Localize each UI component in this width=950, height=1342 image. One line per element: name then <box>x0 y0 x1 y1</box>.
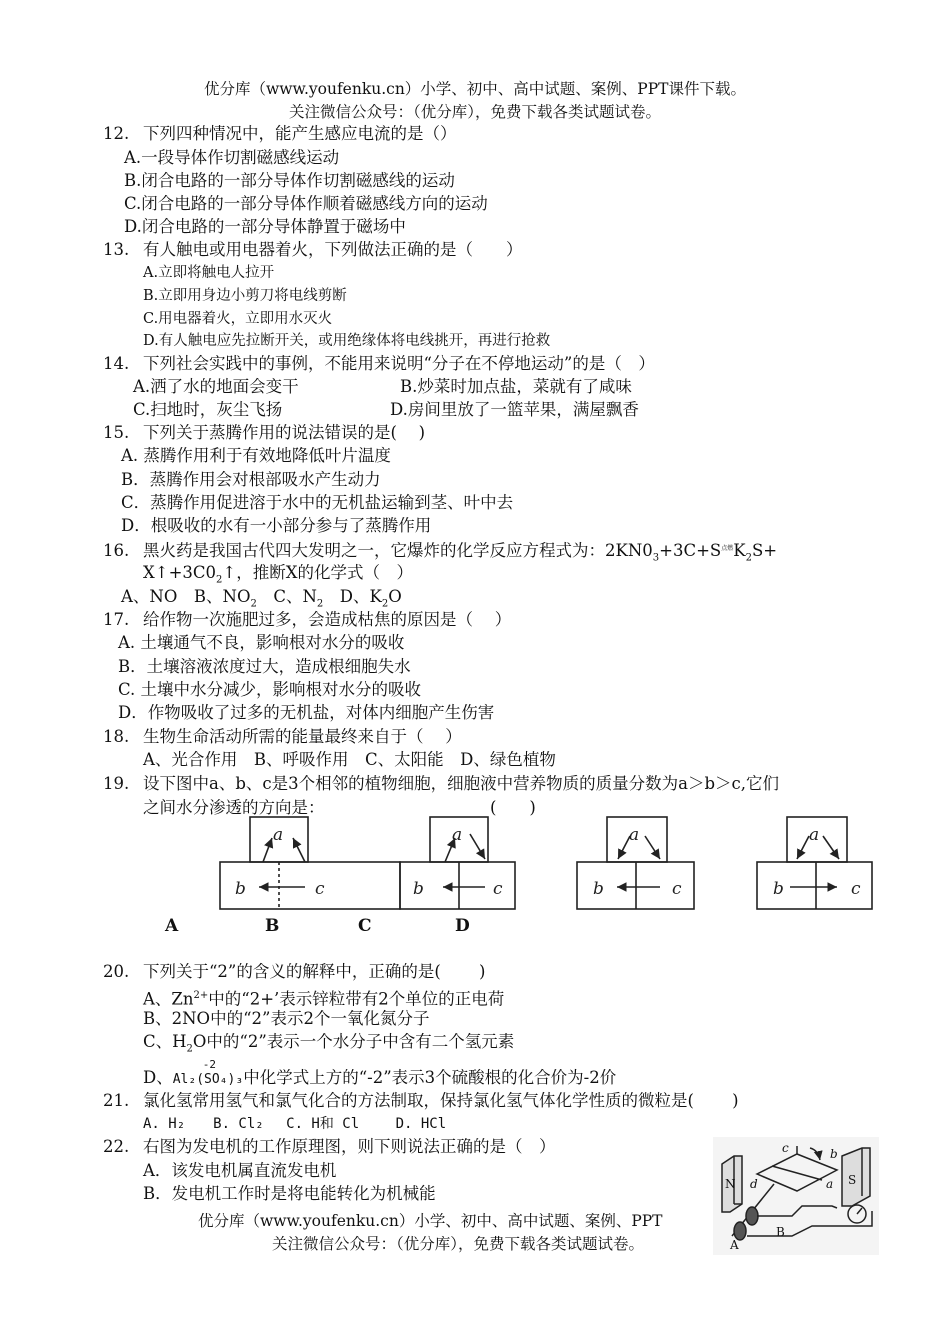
question-number: 22. <box>103 1137 130 1156</box>
option-text: 中的“2+’表示锌粒带有2个单位的正电荷 <box>208 989 505 1009</box>
question-text: 下列社会实践中的事例，不能用来说明“分子在不停地运动”的是（ ） <box>143 354 655 373</box>
question-text: 有人触电或用电器着火，下列做法正确的是（ ） <box>143 240 523 259</box>
q14-option-b: B.炒菜时加点盐，菜就有了咸味 <box>400 377 632 396</box>
equation-part: S+ <box>751 541 778 560</box>
q12-option-a: A.一段导体作切割磁感线运动 <box>124 148 340 167</box>
superscript: 2+ <box>193 990 209 1001</box>
option-text: A、NO B、NO <box>121 587 251 606</box>
subscript: 2 <box>316 598 324 610</box>
question-text: 设下图中a、b、c是3个相邻的植物细胞，细胞液中营养物质的质量分数为a＞b＞c,它们 <box>143 774 780 793</box>
osmosis-diagrams <box>215 814 895 914</box>
option-text: A、Zn <box>143 989 194 1009</box>
q18-options: A、光合作用 B、呼吸作用 C、太阳能 D、绿色植物 <box>143 750 556 769</box>
question-text: 氯化氢常用氢气和氯气化合的方法制取，保持氯化氢气体化学性质的微粒是( ) <box>143 1091 739 1110</box>
question-22-stem <box>103 1136 556 1158</box>
cell-a-label: a <box>452 825 463 845</box>
q20-option-c <box>143 1031 514 1060</box>
cell-c-label: c <box>493 879 503 899</box>
question-text: ↑，推断X的化学式（ ） <box>222 563 413 582</box>
q13-option-a: A.立即将触电人拉开 <box>143 265 275 281</box>
option-text: 中化学式上方的“-2”表示3个硫酸根的化合价为-2价 <box>243 1068 617 1087</box>
sulfate-formula <box>172 1058 244 1091</box>
coil-label-c: c <box>782 1141 789 1155</box>
cell-b-label: b <box>593 879 604 899</box>
cell-b-label: b <box>773 879 784 899</box>
subscript: 2 <box>745 552 752 564</box>
question-13-stem <box>103 239 523 261</box>
q12-option-d: D.闭合电路的一部分导体静置于磁场中 <box>124 217 406 236</box>
question-20-stem <box>103 961 486 983</box>
footer-line-2: 关注微信公众号：（优分库），免费下载各类试题试卷。 <box>272 1235 645 1253</box>
question-text: 下列关于蒸腾作用的说法错误的是( ) <box>143 423 426 442</box>
cell-c-label: c <box>672 879 682 899</box>
cell-a-label: a <box>629 825 640 845</box>
osmosis-diagram-a <box>220 817 400 909</box>
cell-a-label: a <box>273 825 284 845</box>
cell-a-label: a <box>809 825 820 845</box>
osmosis-diagram-b <box>400 817 515 909</box>
q17-option-b: B．土壤溶液浓度过大，造成根细胞失水 <box>118 657 411 676</box>
brush-label-b: B <box>776 1225 785 1239</box>
q14-option-c: C.扫地时，灰尘飞扬 <box>133 400 283 419</box>
question-number: 19. <box>103 774 130 793</box>
question-number: 21. <box>103 1091 130 1110</box>
option-text: D、K <box>323 587 382 606</box>
option-text: O中的“2”表示一个水分子中含有二个氢元素 <box>192 1032 515 1051</box>
q15-option-c: C．蒸腾作用促进溶于水中的无机盐运输到茎、叶中去 <box>121 493 514 512</box>
subscript: 2 <box>381 598 389 610</box>
question-15-stem <box>103 422 425 444</box>
question-text: 生物生命活动所需的能量最终来自于（ ） <box>143 727 462 746</box>
magnet-s-label: S <box>848 1173 857 1187</box>
diagram-label-d: D <box>455 916 470 936</box>
question-number: 16. <box>103 541 130 560</box>
question-number: 14. <box>103 354 130 373</box>
option-text: O <box>388 587 402 606</box>
q14-option-d: D.房间里放了一篮苹果，满屋飘香 <box>390 400 639 419</box>
valence-mark: -2 <box>202 1058 216 1071</box>
subscript: 2 <box>250 598 257 610</box>
question-number: 18. <box>103 727 130 746</box>
reaction-condition: 点燃 <box>721 545 734 552</box>
question-text: 下列四种情况中，能产生感应电流的是（） <box>143 124 457 143</box>
q20-option-b: B、2NO中的“2”表示2个一氧化氮分子 <box>143 1009 430 1028</box>
q17-option-a: A. 土壤通气不良，影响根对水分的吸收 <box>118 633 405 652</box>
q21-options: A. H₂ B. Cl₂ C. H和 Cl D. HCl <box>143 1116 447 1132</box>
q12-option-c: C.闭合电路的一部分导体作顺着磁感线方向的运动 <box>124 194 488 213</box>
q17-option-c: C. 土壤中水分减少，影响根对水分的吸收 <box>118 680 422 699</box>
diagram-label-b: B <box>265 916 280 936</box>
question-number: 15. <box>103 423 130 442</box>
subscript: 2 <box>216 574 223 586</box>
footer-line-1: 优分库（www.youfenku.cn）小学、初中、高中试题、案例、PPT <box>198 1212 663 1230</box>
chemical-formula: Al₂(SO₄)₃ <box>172 1072 244 1087</box>
q15-option-a: A. 蒸腾作用利于有效地降低叶片温度 <box>121 446 391 465</box>
subscript: 2 <box>186 1043 193 1055</box>
q20-option-d <box>143 1058 617 1091</box>
equation-part: K <box>733 541 746 560</box>
q17-option-d: D．作物吸收了过多的无机盐，对体内细胞产生伤害 <box>118 703 495 722</box>
question-number: 17. <box>103 610 130 629</box>
question-number: 20. <box>103 962 130 981</box>
question-number: 13. <box>103 240 130 259</box>
question-21-stem <box>103 1090 739 1112</box>
equation-part: +3C+S <box>659 541 722 560</box>
cell-b-label: b <box>235 879 246 899</box>
coil-label-a: a <box>826 1177 834 1191</box>
diagram-label-a: A <box>165 916 179 936</box>
question-18-stem <box>103 726 462 748</box>
diagram-label-c: C <box>358 916 372 936</box>
option-text: C、H <box>143 1032 187 1051</box>
q20-option-a <box>143 985 504 1011</box>
question-19-stem <box>103 773 779 795</box>
question-text: 右图为发电机的工作原理图，则下则说法正确的是（ ） <box>143 1137 556 1156</box>
q22-option-b: B．发电机工作时是将电能转化为机械能 <box>143 1184 436 1203</box>
generator-diagram <box>712 1136 880 1256</box>
q14-option-a: A.洒了水的地面会变干 <box>133 377 299 396</box>
q13-option-c: C.用电器着火，立即用水灭火 <box>143 311 333 327</box>
q22-option-a: A．该发电机属直流发电机 <box>143 1161 337 1180</box>
question-number: 12. <box>103 124 130 143</box>
question-14-stem <box>103 353 655 375</box>
q19-stem-line-2: 之间水分渗透的方向是： <box>143 798 325 817</box>
cell-c-label: c <box>851 879 861 899</box>
question-17-stem <box>103 609 511 631</box>
cell-c-label: c <box>315 879 325 899</box>
cell-b-label: b <box>413 879 424 899</box>
coil-label-b: b <box>830 1147 838 1161</box>
q13-option-b: B.立即用身边小剪刀将电线剪断 <box>143 288 347 304</box>
q19-answer-blank: ( ) <box>490 798 536 817</box>
option-text: C、N <box>256 587 317 606</box>
question-12-stem <box>103 123 457 145</box>
equation-part: X↑+3C0 <box>143 563 217 582</box>
option-text: D、 <box>143 1068 173 1087</box>
q12-option-b: B.闭合电路的一部分导体作切割磁感线的运动 <box>124 171 455 190</box>
coil-label-d: d <box>750 1177 758 1191</box>
brush-label-a: A <box>730 1238 739 1252</box>
header-line-2: 关注微信公众号：（优分库），免费下载各类试题试卷。 <box>288 103 661 121</box>
magnet-n-label: N <box>725 1177 736 1191</box>
q15-option-b: B．蒸腾作用会对根部吸水产生动力 <box>121 470 381 489</box>
question-text: 黑火药是我国古代四大发明之一，它爆炸的化学反应方程式为：2KN0 <box>143 541 653 560</box>
subscript: 3 <box>652 552 660 564</box>
question-text: 下列关于“2”的含义的解释中，正确的是( ) <box>143 962 486 981</box>
question-text: 给作物一次施肥过多，会造成枯焦的原因是（ ） <box>143 610 512 629</box>
header-line-1: 优分库（www.youfenku.cn）小学、初中、高中试题、案例、PPT课件下载。 <box>203 80 747 98</box>
q13-option-d: D.有人触电应先拉断开关，或用绝缘体将电线挑开，再进行抢救 <box>143 333 551 349</box>
osmosis-diagram-c <box>577 817 694 909</box>
q15-option-d: D．根吸收的水有一小部分参与了蒸腾作用 <box>121 516 432 535</box>
osmosis-diagram-d <box>757 817 872 909</box>
